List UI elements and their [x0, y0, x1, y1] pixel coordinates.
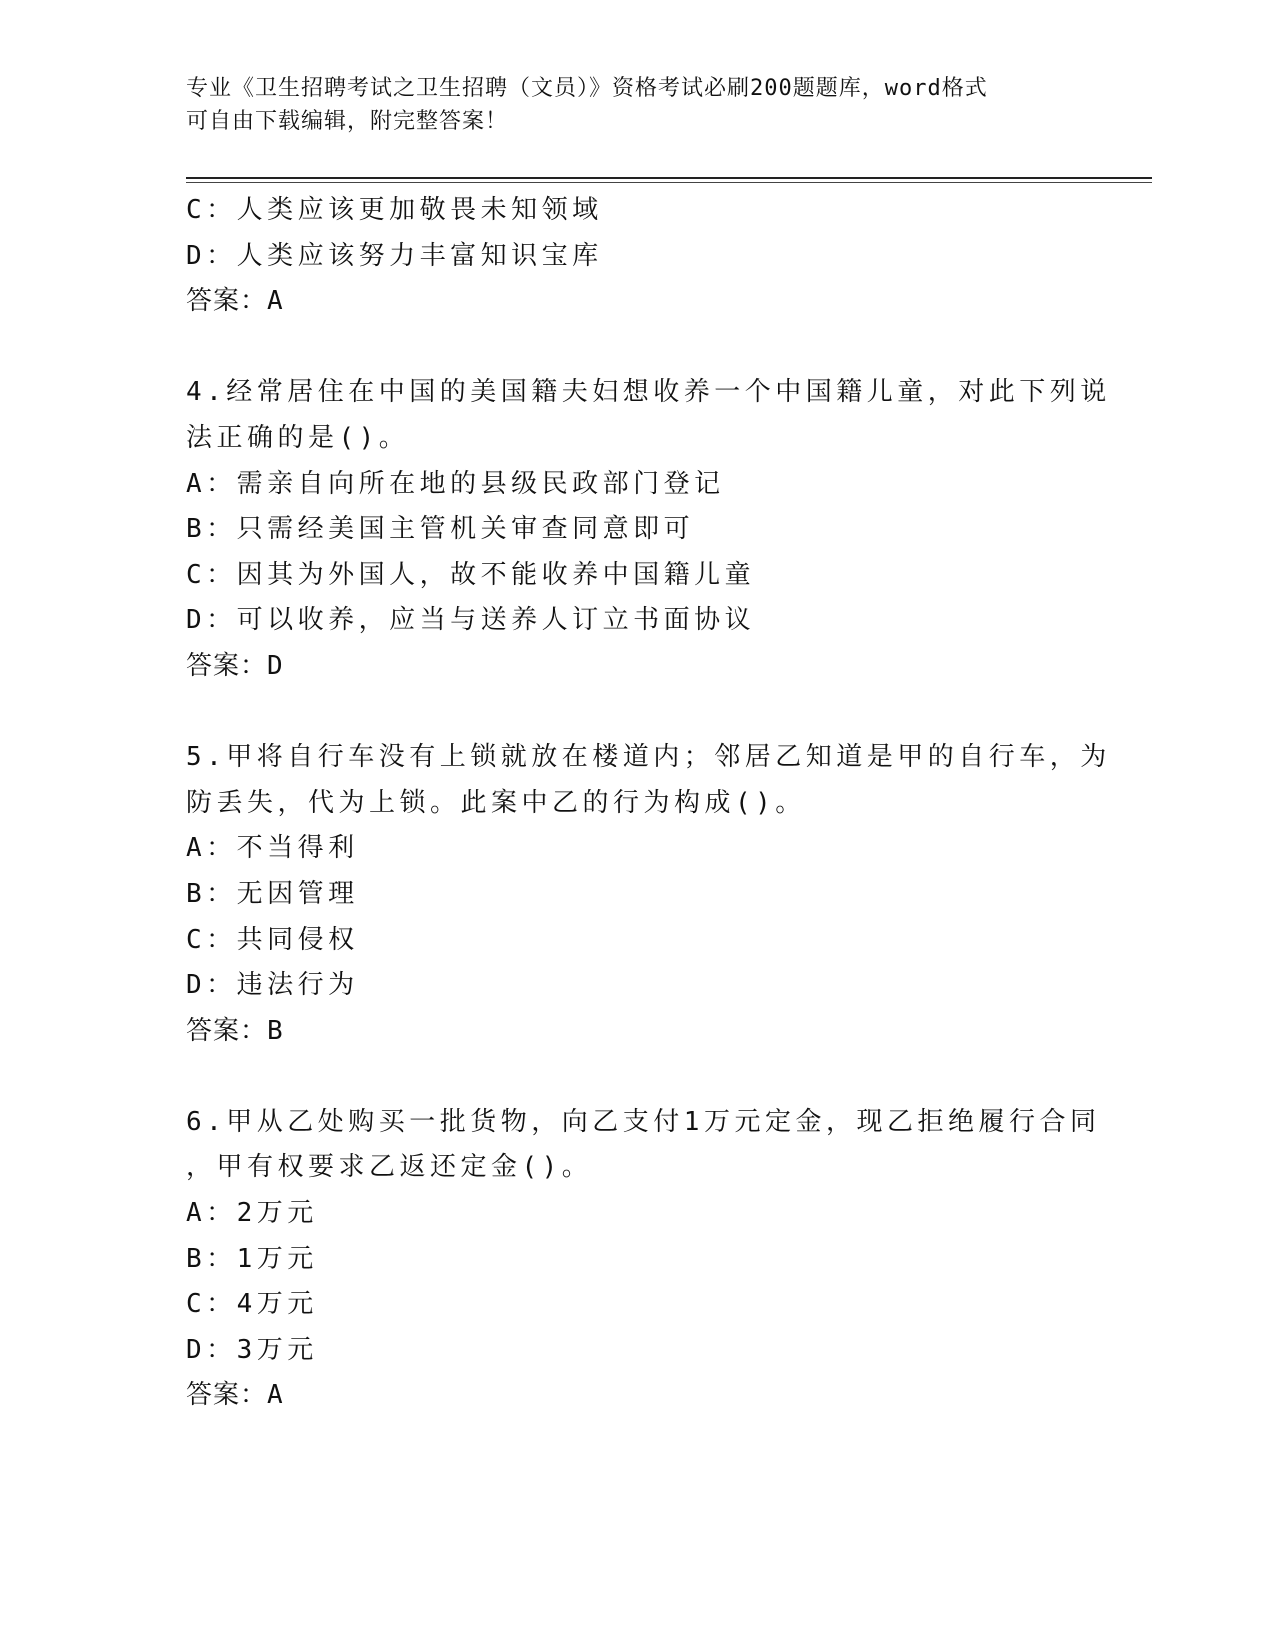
question-list [186, 188, 1111, 1419]
question-6 [186, 1100, 1101, 1419]
answer-line: 答案：B [186, 1015, 284, 1046]
option-c: C：共同侵权 [186, 924, 359, 955]
option-d: D：违法行为 [186, 970, 359, 1001]
question-5 [186, 735, 1111, 1054]
question-stem: 4.经常居住在中国的美国籍夫妇想收养一个中国籍儿童，对此下列说 [186, 377, 1111, 408]
answer-line: 答案：A [186, 286, 284, 317]
answer-line: 答案：A [186, 1380, 284, 1411]
option-d: D：可以收养，应当与送养人订立书面协议 [186, 605, 756, 636]
question-stem: 法正确的是()。 [186, 422, 410, 453]
header-divider-thick [186, 177, 1152, 179]
spacer [186, 325, 1086, 371]
header-line-2: 可自由下载编辑，附完整答案！ [186, 109, 509, 134]
spacer [186, 690, 1086, 736]
document-header [186, 72, 1076, 138]
question-stem: 6.甲从乙处购买一批货物，向乙支付1万元定金，现乙拒绝履行合同 [186, 1106, 1101, 1137]
partial-question [186, 188, 1086, 325]
option-b: B：只需经美国主管机关审查同意即可 [186, 514, 695, 545]
option-a: A：不当得利 [186, 833, 359, 864]
question-4 [186, 370, 1111, 689]
header-divider-thin [186, 182, 1152, 183]
question-stem: 防丢失，代为上锁。此案中乙的行为构成()。 [186, 787, 806, 818]
option-c: C：人类应该更加敬畏未知领域 [186, 195, 603, 225]
option-b: B：无因管理 [186, 878, 359, 909]
option-d: D：人类应该努力丰富知识宝库 [186, 240, 603, 271]
option-a: A：2万元 [186, 1198, 318, 1229]
question-stem: ，甲有权要求乙返还定金()。 [186, 1152, 593, 1183]
option-c: C：4万元 [186, 1289, 318, 1320]
answer-line: 答案：D [186, 650, 284, 681]
spacer [186, 1054, 1086, 1100]
question-stem: 5.甲将自行车没有上锁就放在楼道内；邻居乙知道是甲的自行车，为 [186, 742, 1111, 773]
header-line-1: 专业《卫生招聘考试之卫生招聘（文员）》资格考试必刷200题题库，word格式 [186, 76, 988, 101]
option-d: D：3万元 [186, 1334, 318, 1365]
option-b: B：1万元 [186, 1243, 318, 1274]
option-c: C：因其为外国人，故不能收养中国籍儿童 [186, 559, 756, 590]
option-a: A：需亲自向所在地的县级民政部门登记 [186, 468, 725, 499]
